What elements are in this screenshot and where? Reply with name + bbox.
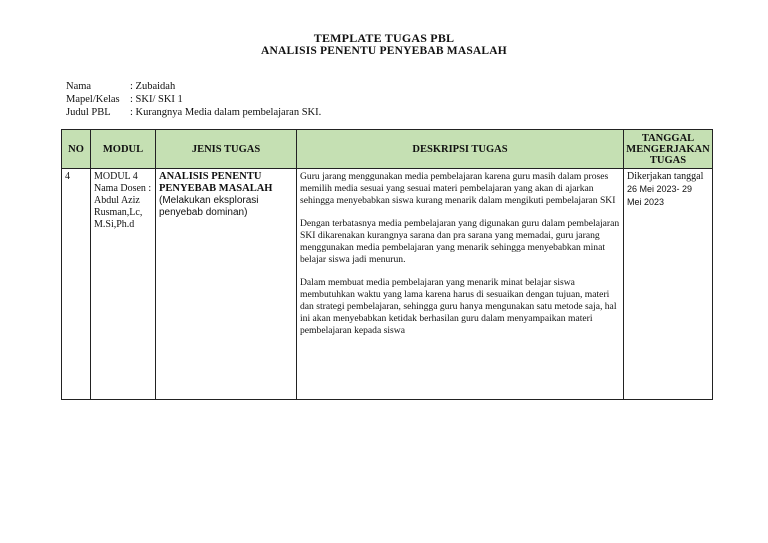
cell-deskripsi: [297, 169, 624, 400]
deskripsi-paragraph-1: Guru jarang menggunakan media pembelajaran karena guru masih dalam proses memilih media sesuai yang sesuai materi pembelajaran yang akan di ajarkan sehingga menyebabkan siswa kurang menarik dalam mengikuti pembelajaran SKI: [300, 171, 616, 206]
info-label: Mapel/Kelas: [66, 94, 120, 105]
info-value: : SKI/ SKI 1: [130, 94, 183, 105]
deskripsi-paragraph-2: Dengan terbatasnya media pembelajaran yang digunakan guru dalam pembelajaran SKI dikarenakan kurangnya sarana dan pra sarana yang memadai, guru jarang menggunakan media pembelajaran yang menarik sehingga menyebabkan minat belajar siswa jadi menurun.: [300, 218, 620, 265]
cell-jenis-tugas: [156, 169, 297, 400]
document-title: TEMPLATE TUGAS PBL: [313, 31, 455, 45]
table-row: [62, 169, 713, 400]
identity-block: [66, 80, 321, 119]
deskripsi-paragraph-3: Dalam membuat media pembelajaran yang menarik minat belajar siswa membutuhkan waktu yang lama karena harus di sesuaikan dengan tujuan, materi dan strategi pembelajaran, sehingga guru hanya mengunakan satu metode saja, hal ini akan menyebabkan ketidak berhasilan guru dalam menyampaikan materi pembelajaran kepada siswa: [300, 277, 617, 336]
cell-tanggal: [624, 169, 713, 400]
cell-modul: [91, 169, 156, 400]
table-header-row: [62, 130, 713, 169]
jenis-subtitle: (Melakukan eksplorasi penyebab dominan): [159, 195, 259, 218]
tanggal-label: Dikerjakan tanggal: [627, 171, 704, 182]
header-modul: MODUL: [91, 130, 156, 169]
info-value: : Kurangnya Media dalam pembelajaran SKI.: [130, 107, 322, 118]
info-value: : Zubaidah: [130, 81, 176, 92]
info-label: Nama: [66, 81, 92, 92]
tanggal-value: 26 Mei 2023- 29 Mei 2023: [627, 184, 693, 207]
info-row-judul: [66, 106, 321, 119]
header-jenis-tugas: JENIS TUGAS: [156, 130, 297, 169]
header-deskripsi-tugas: DESKRIPSI TUGAS: [297, 130, 624, 169]
header-no: NO: [62, 130, 91, 169]
cell-no: 4: [62, 169, 91, 400]
header-tanggal: TANGGAL MENGERJAKAN TUGAS: [624, 130, 713, 169]
info-row-mapel: [66, 93, 321, 106]
document-subtitle: ANALISIS PENENTU PENYEBAB MASALAH: [261, 45, 507, 57]
jenis-title: ANALISIS PENENTU PENYEBAB MASALAH: [159, 171, 273, 194]
task-table: [61, 129, 713, 400]
modul-dosen-name: Abdul Aziz Rusman,Lc, M.Si,Ph.d: [94, 195, 143, 230]
modul-name: MODUL 4: [94, 171, 138, 182]
info-label: Judul PBL: [66, 107, 111, 118]
modul-dosen-label: Nama Dosen :: [94, 183, 152, 194]
info-row-nama: [66, 80, 321, 93]
